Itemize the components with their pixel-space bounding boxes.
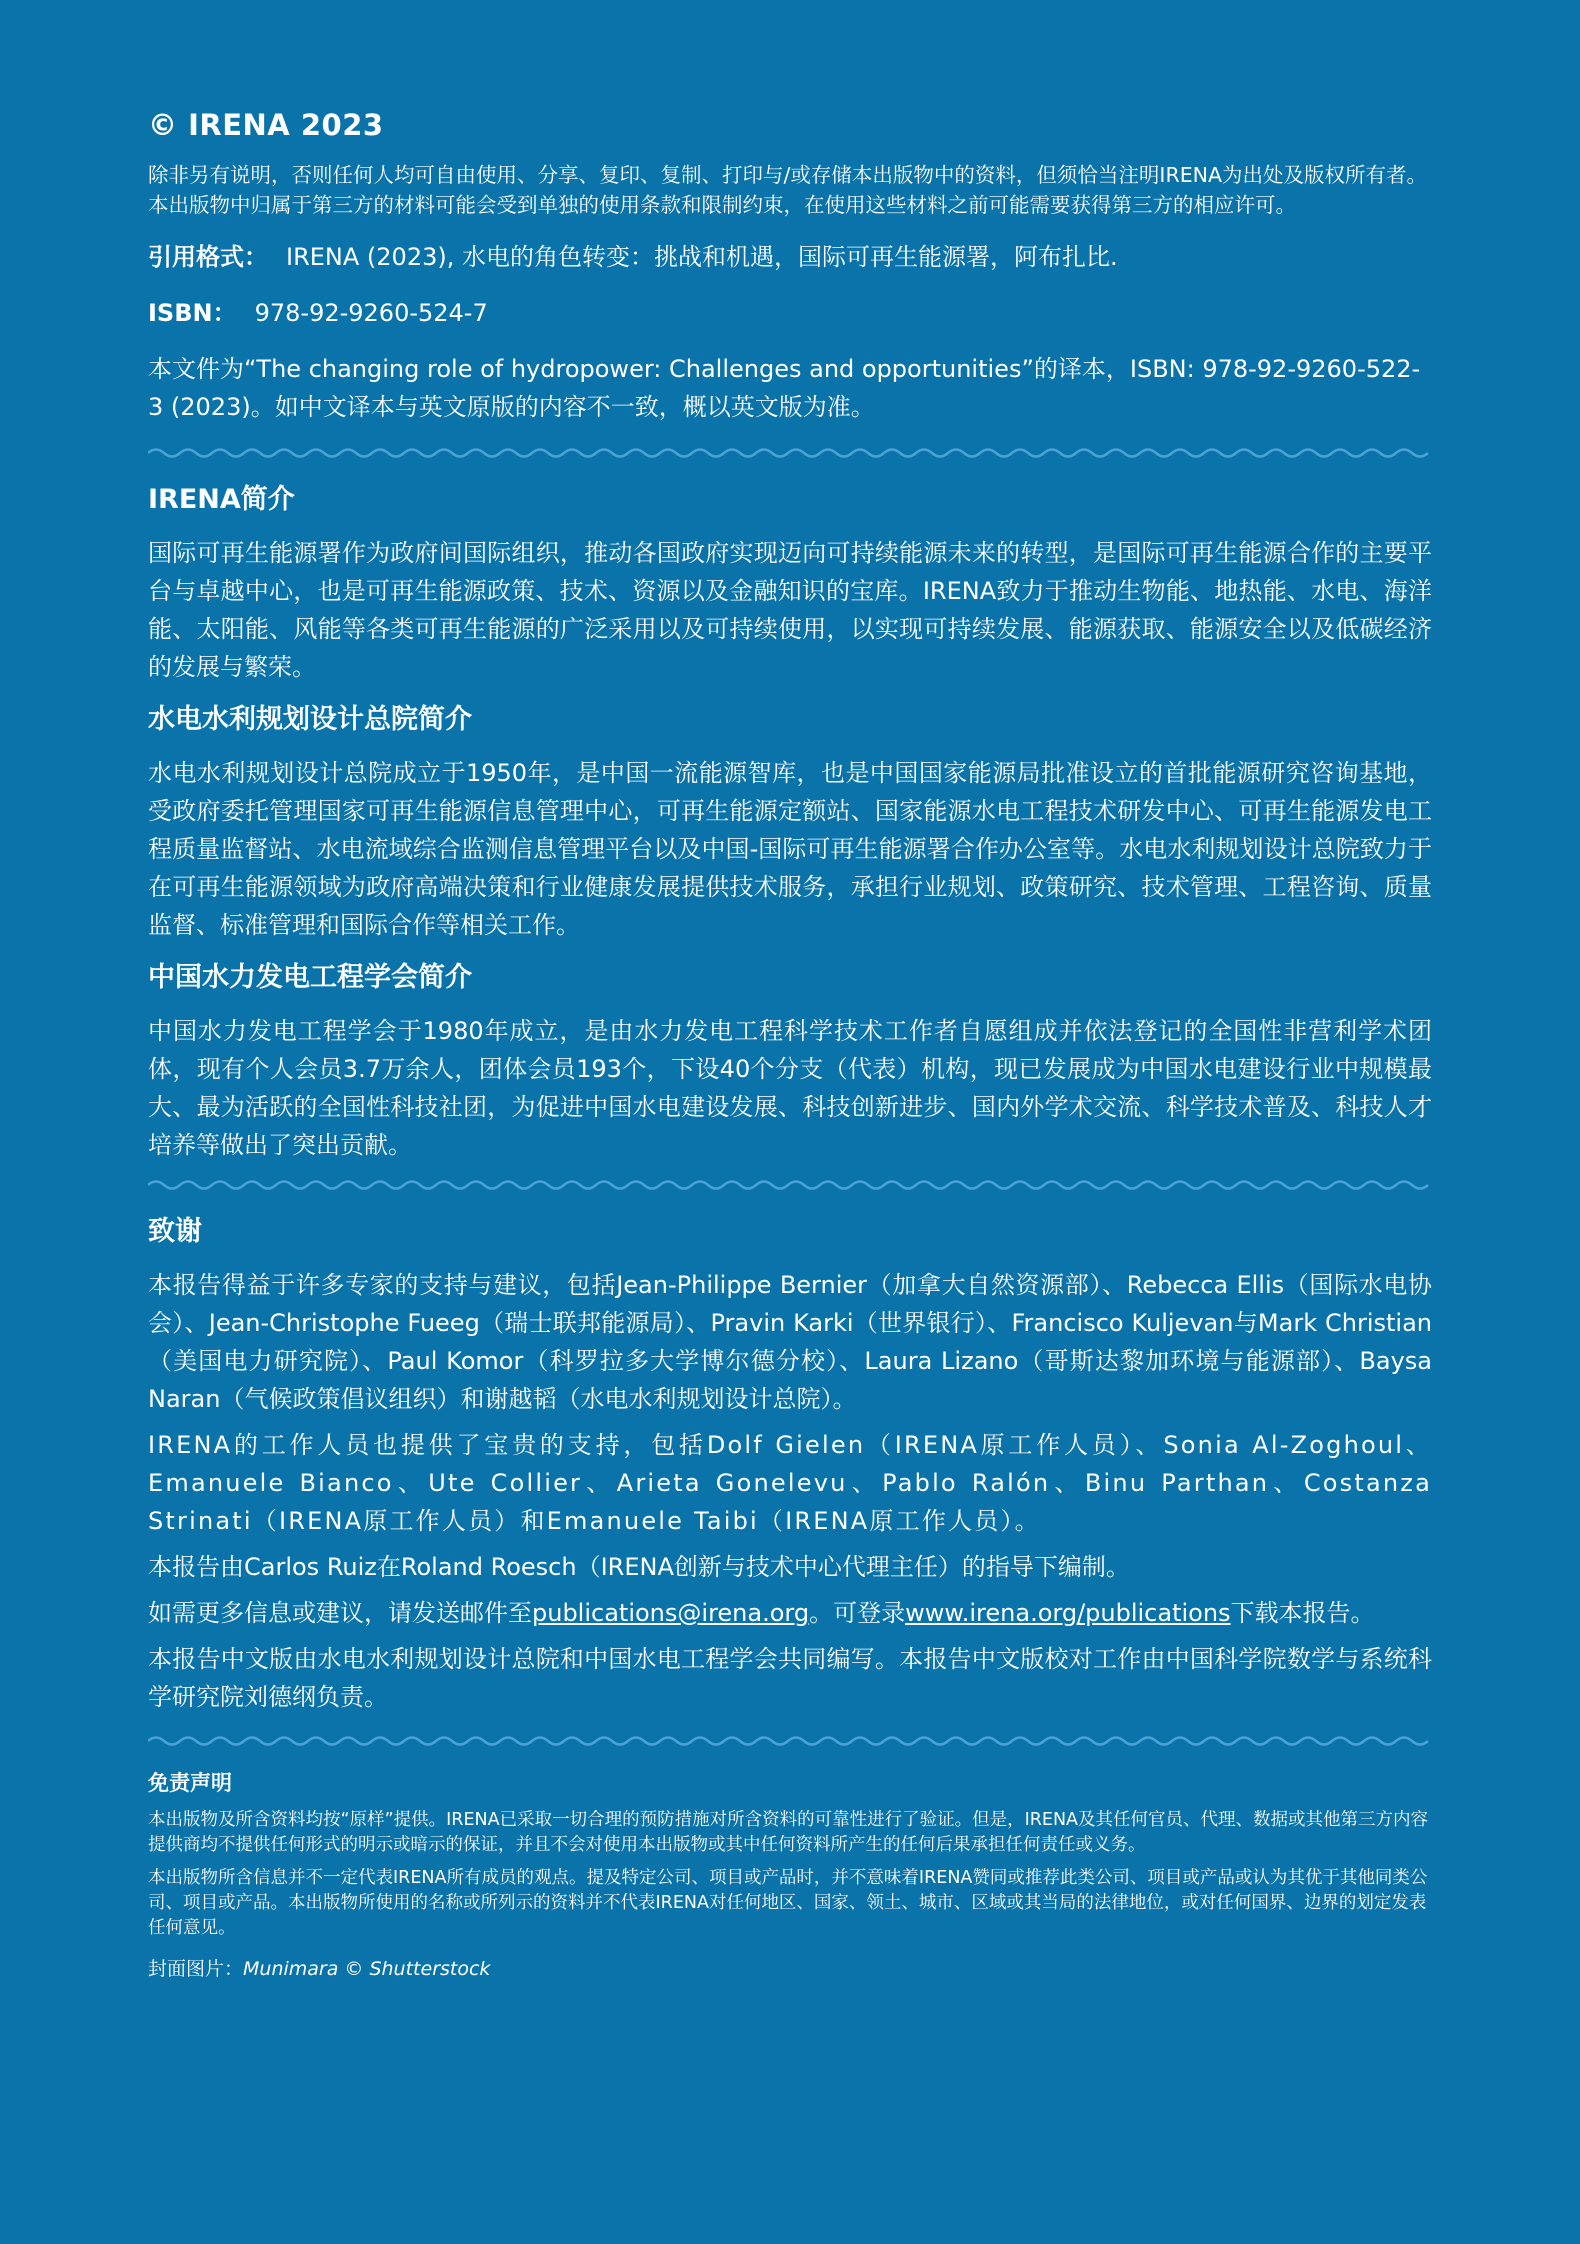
citation-text: IRENA (2023), 水电的角色转变：挑战和机遇，国际可再生能源署，阿布扎比.: [286, 243, 1118, 271]
license-text: 除非另有说明，否则任何人均可自由使用、分享、复印、复制、打印与/或存储本出版物中的资料，但须恰当注明IRENA为出处及版权所有者。本出版物中归属于第三方的材料可能会受到单独的使用条款和限制约束，在使用这些材料之前可能需要获得第三方的相应许可。: [148, 163, 1428, 217]
citation-label: 引用格式：: [148, 243, 268, 271]
page-content: [148, 108, 1432, 1983]
about-crei-text: 水电水利规划设计总院成立于1950年，是中国一流能源智库，也是中国国家能源局批准设立的首批能源研究咨询基地，受政府委托管理国家可再生能源信息管理中心，可再生能源定额站、国家能源水电工程技术研发中心、可再生能源发电工程质量监督站、水电流域综合监测信息管理平台以及中国-国际可再生能源署合作办公室等。水电水利规划设计总院致力于在可再生能源领域为政府高端决策和行业健康发展提供技术服务，承担行业规划、政策研究、技术管理、工程咨询、质量监督、标准管理和国际合作等相关工作。: [148, 759, 1432, 939]
about-cshee-text: 中国水力发电工程学会于1980年成立，是由水力发电工程科学技术工作者自愿组成并依法登记的全国性非营利学术团体，现有个人会员3.7万余人，团体会员193个，下设40个分支（代表）机构，现已发展成为中国水电建设行业中规模最大、最为活跃的全国性科技社团，为促进中国水电建设发展、科技创新进步、国内外学术交流、科学技术普及、科技人才培养等做出了突出贡献。: [148, 1017, 1432, 1159]
publications-link[interactable]: www.irena.org/publications: [905, 1599, 1231, 1627]
cover-credit: [148, 1955, 1432, 1983]
isbn-row: [148, 294, 1432, 332]
disclaimer-p1: 本出版物及所含资料均按“原样”提供。IRENA已采取一切合理的预防措施对所含资料的可靠性进行了验证。但是，IRENA及其任何官员、代理、数据或其他第三方内容提供商均不提供任何形式的明示或暗示的保证，并且不会对使用本出版物或其中任何资料所产生的任何后果承担任何责任或义务。: [148, 1810, 1429, 1855]
isbn-value: 978-92-9260-524-7: [254, 299, 488, 327]
acknowledgements-heading: 致谢: [148, 1216, 202, 1247]
translation-note: 本文件为“The changing role of hydropower: Challenges and opportunities”的译本，ISBN: 978-92-9260-522-3 (2023)。如中文译本与英文原版的内容不一致，概以英文版为准。: [148, 355, 1421, 421]
disclaimer-heading: 免责声明: [148, 1771, 232, 1795]
acknowledgements-p3: 本报告由Carlos Ruiz在Roland Roesch（IRENA创新与技术中心代理主任）的指导下编制。: [148, 1553, 1130, 1581]
wave-divider: [148, 1178, 1432, 1192]
about-crei-heading: 水电水利规划设计总院简介: [148, 704, 472, 735]
acknowledgements-p4: [148, 1594, 1432, 1632]
contact-text-before: 如需更多信息或建议，请发送邮件至: [148, 1599, 532, 1627]
acknowledgements-p1: 本报告得益于许多专家的支持与建议，包括Jean-Philippe Bernier（加拿大自然资源部）、Rebecca Ellis（国际水电协会）、Jean-Christophe Fueeg（瑞士联邦能源局）、Pravin Karki（世界银行）、Francisco Kuljevan与Mark Christian（美国电力研究院）、Paul Komor（科罗拉多大学博尔德分校）、Laura Lizano（哥斯达黎加环境与能源部）、Baysa Naran（气候政策倡议组织）和谢越韬（水电水利规划设计总院）。: [148, 1271, 1432, 1413]
about-cshee-heading: 中国水力发电工程学会简介: [148, 962, 472, 993]
citation-row: [148, 238, 1432, 276]
disclaimer-p2: 本出版物所含信息并不一定代表IRENA所有成员的观点。提及特定公司、项目或产品时，并不意味着IRENA赞同或推荐此类公司、项目或产品或认为其优于其他同类公司、项目或产品。本出版物所使用的名称或所列示的资料并不代表IRENA对任何地区、国家、领土、城市、区域或其当局的法律地位，或对任何国界、边界的划定发表任何意见。: [148, 1868, 1428, 1938]
acknowledgements-p2: IRENA的工作人员也提供了宝贵的支持，包括Dolf Gielen（IRENA原工作人员）、Sonia Al-Zoghoul、Emanuele Bianco、Ute Collier、Arieta Gonelevu、Pablo Ralón、Binu Parthan、Costanza Strinati（IRENA原工作人员）和Emanuele Taibi（IRENA原工作人员）。: [148, 1431, 1432, 1535]
contact-text-after: 下载本报告。: [1230, 1599, 1375, 1627]
email-link[interactable]: publications@irena.org: [532, 1599, 810, 1627]
about-irena-text: 国际可再生能源署作为政府间国际组织，推动各国政府实现迈向可持续能源未来的转型，是国际可再生能源合作的主要平台与卓越中心，也是可再生能源政策、技术、资源以及金融知识的宝库。IRENA致力于推动生物能、地热能、水电、海洋能、太阳能、风能等各类可再生能源的广泛采用以及可持续使用，以实现可持续发展、能源获取、能源安全以及低碳经济的发展与繁荣。: [148, 539, 1432, 681]
acknowledgements-p5: 本报告中文版由水电水利规划设计总院和中国水电工程学会共同编写。本报告中文版校对工作由中国科学院数学与系统科学研究院刘德纲负责。: [148, 1645, 1432, 1711]
contact-text-middle: 。可登录: [809, 1599, 906, 1627]
about-irena-heading: IRENA简介: [148, 484, 295, 515]
cover-credit-label: 封面图片：: [148, 1958, 244, 1980]
wave-divider: [148, 446, 1432, 460]
cover-credit-text: Munimara © Shutterstock: [243, 1958, 491, 1980]
copyright-heading: © IRENA 2023: [148, 108, 384, 142]
wave-divider: [148, 1734, 1432, 1748]
isbn-label: ISBN：: [148, 299, 237, 327]
